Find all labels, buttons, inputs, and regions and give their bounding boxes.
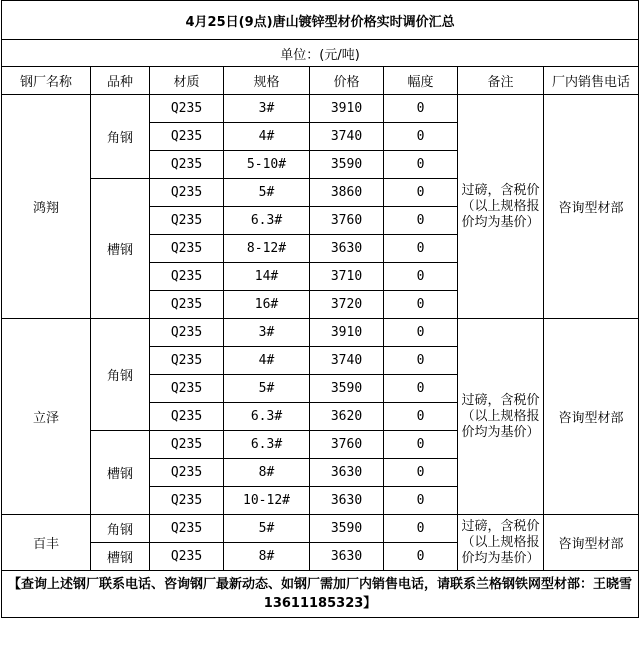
material-cell: Q235 — [150, 459, 224, 487]
unit-row — [2, 40, 639, 67]
mill-name: 鸿翔 — [2, 95, 91, 319]
price-table — [1, 0, 639, 618]
change-cell: 0 — [384, 459, 458, 487]
footer-note: 【查询上述钢厂联系电话、咨询钢厂最新动态、如钢厂需加厂内销售电话，请联系兰格钢铁网型材部：王晓雪13611185323】 — [2, 571, 639, 618]
material-cell: Q235 — [150, 95, 224, 123]
contact-cell: 咨询型材部 — [544, 515, 639, 571]
change-cell: 0 — [384, 123, 458, 151]
material-cell: Q235 — [150, 487, 224, 515]
remark-cell: 过磅，含税价（以上规格报价均为基价） — [458, 319, 544, 515]
mill-name: 百丰 — [2, 515, 91, 571]
change-cell: 0 — [384, 207, 458, 235]
spec-cell: 6.3# — [224, 431, 310, 459]
change-cell: 0 — [384, 291, 458, 319]
spec-cell: 16# — [224, 291, 310, 319]
material-cell: Q235 — [150, 543, 224, 571]
material-cell: Q235 — [150, 179, 224, 207]
variety-name: 角钢 — [91, 95, 150, 179]
header-price: 价格 — [310, 67, 384, 95]
spec-cell: 3# — [224, 95, 310, 123]
table-row — [2, 515, 639, 543]
variety-name: 槽钢 — [91, 431, 150, 515]
contact-cell: 咨询型材部 — [544, 95, 639, 319]
remark-cell: 过磅，含税价（以上规格报价均为基价） — [458, 95, 544, 319]
price-cell: 3740 — [310, 123, 384, 151]
mill-name: 立泽 — [2, 319, 91, 515]
spec-cell: 5-10# — [224, 151, 310, 179]
variety-name: 角钢 — [91, 319, 150, 431]
material-cell: Q235 — [150, 263, 224, 291]
change-cell: 0 — [384, 431, 458, 459]
material-cell: Q235 — [150, 515, 224, 543]
header-material: 材质 — [150, 67, 224, 95]
price-cell: 3630 — [310, 543, 384, 571]
spec-cell: 5# — [224, 179, 310, 207]
price-cell: 3630 — [310, 487, 384, 515]
material-cell: Q235 — [150, 235, 224, 263]
header-change: 幅度 — [384, 67, 458, 95]
material-cell: Q235 — [150, 431, 224, 459]
material-cell: Q235 — [150, 375, 224, 403]
header-contact: 厂内销售电话 — [544, 67, 639, 95]
change-cell: 0 — [384, 151, 458, 179]
price-cell: 3590 — [310, 151, 384, 179]
variety-name: 角钢 — [91, 515, 150, 543]
spec-cell: 3# — [224, 319, 310, 347]
price-cell: 3630 — [310, 459, 384, 487]
change-cell: 0 — [384, 319, 458, 347]
price-cell: 3630 — [310, 235, 384, 263]
spec-cell: 5# — [224, 515, 310, 543]
table-title: 4月25日(9点)唐山镀锌型材价格实时调价汇总 — [2, 1, 639, 40]
change-cell: 0 — [384, 487, 458, 515]
header-row — [2, 67, 639, 95]
change-cell: 0 — [384, 95, 458, 123]
material-cell: Q235 — [150, 291, 224, 319]
change-cell: 0 — [384, 179, 458, 207]
spec-cell: 8-12# — [224, 235, 310, 263]
material-cell: Q235 — [150, 151, 224, 179]
price-cell: 3910 — [310, 95, 384, 123]
variety-name: 槽钢 — [91, 179, 150, 319]
change-cell: 0 — [384, 263, 458, 291]
material-cell: Q235 — [150, 123, 224, 151]
material-cell: Q235 — [150, 319, 224, 347]
header-variety: 品种 — [91, 67, 150, 95]
spec-cell: 5# — [224, 375, 310, 403]
spec-cell: 14# — [224, 263, 310, 291]
price-cell: 3710 — [310, 263, 384, 291]
change-cell: 0 — [384, 543, 458, 571]
table-body — [2, 1, 639, 571]
price-cell: 3760 — [310, 431, 384, 459]
title-row — [2, 1, 639, 40]
material-cell: Q235 — [150, 403, 224, 431]
table-row — [2, 95, 639, 123]
material-cell: Q235 — [150, 347, 224, 375]
table-row — [2, 319, 639, 347]
spec-cell: 6.3# — [224, 403, 310, 431]
change-cell: 0 — [384, 403, 458, 431]
price-cell: 3590 — [310, 375, 384, 403]
material-cell: Q235 — [150, 207, 224, 235]
price-cell: 3720 — [310, 291, 384, 319]
change-cell: 0 — [384, 375, 458, 403]
header-mill: 钢厂名称 — [2, 67, 91, 95]
unit-label: 单位：(元/吨) — [2, 40, 639, 67]
change-cell: 0 — [384, 347, 458, 375]
variety-name: 槽钢 — [91, 543, 150, 571]
spec-cell: 8# — [224, 543, 310, 571]
spec-cell: 8# — [224, 459, 310, 487]
price-cell: 3590 — [310, 515, 384, 543]
header-remark: 备注 — [458, 67, 544, 95]
remark-cell: 过磅，含税价（以上规格报价均为基价） — [458, 515, 544, 571]
spec-cell: 4# — [224, 123, 310, 151]
price-cell: 3910 — [310, 319, 384, 347]
change-cell: 0 — [384, 235, 458, 263]
footer-row — [2, 571, 639, 618]
price-cell: 3620 — [310, 403, 384, 431]
spec-cell: 4# — [224, 347, 310, 375]
price-cell: 3740 — [310, 347, 384, 375]
spec-cell: 6.3# — [224, 207, 310, 235]
change-cell: 0 — [384, 515, 458, 543]
contact-cell: 咨询型材部 — [544, 319, 639, 515]
header-spec: 规格 — [224, 67, 310, 95]
price-cell: 3760 — [310, 207, 384, 235]
price-cell: 3860 — [310, 179, 384, 207]
spec-cell: 10-12# — [224, 487, 310, 515]
